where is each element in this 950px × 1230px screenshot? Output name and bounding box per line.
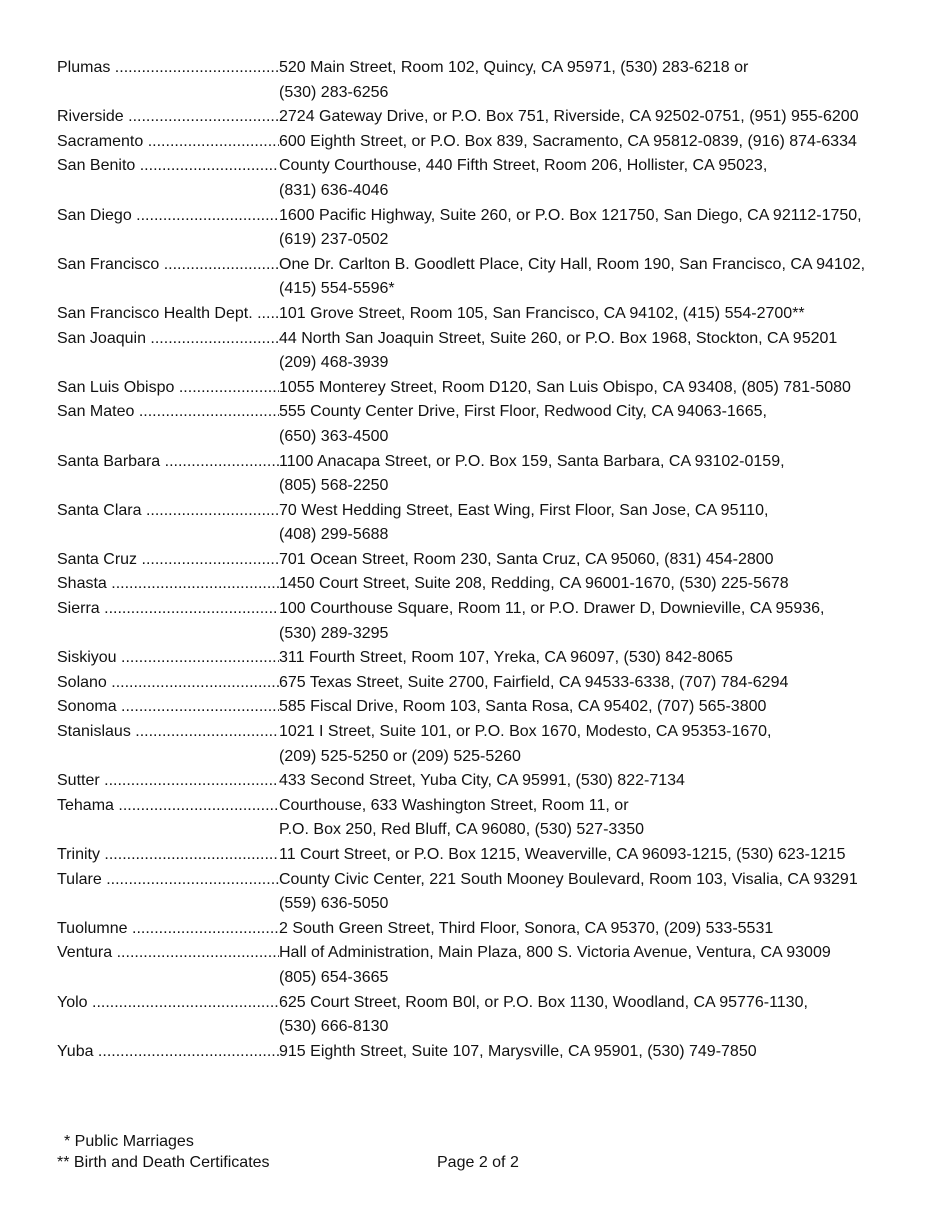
- county-address: [279, 204, 902, 253]
- county-address: [279, 400, 902, 449]
- county-address: [279, 1040, 902, 1065]
- county-label: [57, 917, 279, 942]
- county-label: [57, 671, 279, 696]
- directory-entry: [57, 941, 902, 990]
- county-address: [279, 105, 902, 130]
- address-line: 101 Grove Street, Room 105, San Francisco, CA 94102, (415) 554-2700**: [279, 304, 805, 322]
- directory-entry: [57, 105, 902, 130]
- county-name: Ventura .....: [57, 944, 279, 961]
- county-address: [279, 695, 902, 720]
- county-name: Shasta .....: [57, 575, 279, 592]
- address-line: 2724 Gateway Drive, or P.O. Box 751, Riverside, CA 92502-0751, (951) 955-6200: [279, 108, 859, 126]
- county-name: San Mateo .....: [57, 403, 279, 420]
- county-name: Riverside .....: [57, 108, 279, 125]
- county-label: [57, 302, 279, 327]
- county-name: Solano .....: [57, 674, 279, 691]
- address-line: 675 Texas Street, Suite 2700, Fairfield, CA 94533-6338, (707) 784-6294: [279, 673, 789, 691]
- county-address: [279, 941, 902, 990]
- county-address: [279, 302, 902, 327]
- county-label: [57, 154, 279, 179]
- address-line: Hall of Administration, Main Plaza, 800 S. Victoria Avenue, Ventura, CA 93009: [279, 944, 831, 962]
- county-name: Tuolumne .....: [57, 920, 279, 937]
- address-line: 44 North San Joaquin Street, Suite 260, or P.O. Box 1968, Stockton, CA 95201: [279, 329, 838, 347]
- county-label: [57, 695, 279, 720]
- county-address: [279, 843, 902, 868]
- county-address: [279, 499, 902, 548]
- address-line: Courthouse, 633 Washington Street, Room 11, or: [279, 796, 629, 814]
- address-line: County Courthouse, 440 Fifth Street, Room 206, Hollister, CA 95023,: [279, 157, 768, 175]
- address-line: 2 South Green Street, Third Floor, Sonora, CA 95370, (209) 533-5531: [279, 919, 774, 937]
- county-label: [57, 253, 279, 278]
- county-name: Tulare .....: [57, 871, 279, 888]
- address-line: (650) 363-4500: [279, 427, 389, 445]
- address-line: 701 Ocean Street, Room 230, Santa Cruz, CA 95060, (831) 454-2800: [279, 550, 774, 568]
- county-label: [57, 1040, 279, 1065]
- address-line: (530) 666-8130: [279, 1018, 389, 1036]
- directory-entry: [57, 548, 902, 573]
- county-name: Sacramento .....: [57, 133, 279, 150]
- county-address: [279, 794, 902, 843]
- directory-entry: [57, 991, 902, 1040]
- county-address: [279, 130, 902, 155]
- address-line: 1450 Court Street, Suite 208, Redding, CA 96001-1670, (530) 225-5678: [279, 575, 789, 593]
- county-name: Sutter .....: [57, 772, 279, 789]
- address-line: 100 Courthouse Square, Room 11, or P.O. Drawer D, Downieville, CA 95936,: [279, 600, 825, 618]
- county-name: San Luis Obispo .....: [57, 379, 279, 396]
- county-name: Santa Cruz .....: [57, 551, 279, 568]
- county-name: Siskiyou .....: [57, 649, 279, 666]
- address-line: (408) 299-5688: [279, 526, 389, 544]
- address-line: (209) 525-5250 or (209) 525-5260: [279, 747, 521, 765]
- county-name: Yuba .....: [57, 1043, 279, 1060]
- county-label: [57, 941, 279, 966]
- address-line: (805) 568-2250: [279, 477, 389, 495]
- address-line: 520 Main Street, Room 102, Quincy, CA 95971, (530) 283-6218 or: [279, 59, 749, 76]
- county-address: [279, 720, 902, 769]
- county-name: Stanislaus .....: [57, 723, 279, 740]
- county-address: [279, 917, 902, 942]
- directory-entry: [57, 646, 902, 671]
- directory-entry: [57, 450, 902, 499]
- address-line: (559) 636-5050: [279, 895, 389, 913]
- directory-entry: [57, 917, 902, 942]
- address-line: 311 Fourth Street, Room 107, Yreka, CA 96097, (530) 842-8065: [279, 649, 733, 667]
- address-line: 11 Court Street, or P.O. Box 1215, Weaverville, CA 96093-1215, (530) 623-1215: [279, 846, 846, 863]
- county-name: Yolo .....: [57, 994, 279, 1011]
- address-line: (619) 237-0502: [279, 231, 389, 249]
- address-line: 600 Eighth Street, or P.O. Box 839, Sacramento, CA 95812-0839, (916) 874-6334: [279, 132, 857, 150]
- directory-entry: [57, 499, 902, 548]
- address-line: 70 West Hedding Street, East Wing, First Floor, San Jose, CA 95110,: [279, 501, 769, 519]
- directory-entry: [57, 769, 902, 794]
- address-line: 555 County Center Drive, First Floor, Redwood City, CA 94063-1665,: [279, 403, 767, 421]
- address-line: 1021 I Street, Suite 101, or P.O. Box 1670, Modesto, CA 95353-1670,: [279, 723, 772, 741]
- county-address: [279, 991, 902, 1040]
- footnote-birth-death-certificates: ** Birth and Death Certificates: [57, 1154, 270, 1171]
- county-label: [57, 56, 279, 81]
- county-name: Sonoma .....: [57, 698, 279, 715]
- address-line: (530) 289-3295: [279, 624, 389, 642]
- county-name: San Joaquin .....: [57, 330, 279, 347]
- county-label: [57, 400, 279, 425]
- county-label: [57, 646, 279, 671]
- directory-entry: [57, 204, 902, 253]
- directory-entry: [57, 597, 902, 646]
- county-name: Santa Clara .....: [57, 502, 279, 519]
- county-label: [57, 548, 279, 573]
- directory-entry: [57, 130, 902, 155]
- county-label: [57, 327, 279, 352]
- county-address: [279, 56, 902, 105]
- county-address: [279, 450, 902, 499]
- address-line: 433 Second Street, Yuba City, CA 95991, (530) 822-7134: [279, 772, 685, 790]
- county-address: [279, 572, 902, 597]
- address-line: 915 Eighth Street, Suite 107, Marysville, CA 95901, (530) 749-7850: [279, 1042, 757, 1060]
- county-label: [57, 450, 279, 475]
- county-label: [57, 843, 279, 868]
- county-address: [279, 868, 902, 917]
- county-name: San Francisco .....: [57, 256, 279, 273]
- address-line: 1055 Monterey Street, Room D120, San Luis Obispo, CA 93408, (805) 781-5080: [279, 378, 851, 396]
- county-label: [57, 794, 279, 819]
- address-line: 585 Fiscal Drive, Room 103, Santa Rosa, CA 95402, (707) 565-3800: [279, 698, 767, 716]
- county-label: [57, 130, 279, 155]
- address-line: County Civic Center, 221 South Mooney Boulevard, Room 103, Visalia, CA 93291: [279, 870, 858, 888]
- page-number: Page 2 of 2: [437, 1154, 519, 1171]
- county-address: [279, 646, 902, 671]
- county-address: [279, 327, 902, 376]
- county-address: [279, 671, 902, 696]
- county-name: Trinity .....: [57, 846, 279, 863]
- address-line: One Dr. Carlton B. Goodlett Place, City Hall, Room 190, San Francisco, CA 94102,: [279, 255, 866, 273]
- directory-entry: [57, 671, 902, 696]
- county-address: [279, 548, 902, 573]
- directory-entry: [57, 572, 902, 597]
- county-name: Tehama .....: [57, 797, 279, 814]
- directory-entry: [57, 56, 902, 105]
- directory-entry: [57, 720, 902, 769]
- county-address: [279, 376, 902, 401]
- county-label: [57, 868, 279, 893]
- county-label: [57, 991, 279, 1016]
- address-line: 1100 Anacapa Street, or P.O. Box 159, Santa Barbara, CA 93102-0159,: [279, 452, 785, 470]
- county-address: [279, 154, 902, 203]
- address-line: 1600 Pacific Highway, Suite 260, or P.O. Box 121750, San Diego, CA 92112-1750,: [279, 206, 862, 224]
- directory-entry: [57, 695, 902, 720]
- address-line: (831) 636-4046: [279, 181, 389, 199]
- county-directory: [57, 56, 902, 1064]
- county-label: [57, 105, 279, 130]
- address-line: (805) 654-3665: [279, 968, 389, 986]
- county-label: [57, 769, 279, 794]
- county-name: San Francisco Health Dept. .....: [57, 305, 279, 322]
- address-line: P.O. Box 250, Red Bluff, CA 96080, (530) 527-3350: [279, 821, 644, 839]
- directory-entry: [57, 794, 902, 843]
- footnote-public-marriages: * Public Marriages: [64, 1133, 194, 1150]
- county-address: [279, 597, 902, 646]
- county-label: [57, 572, 279, 597]
- address-line: 625 Court Street, Room B0l, or P.O. Box 1130, Woodland, CA 95776-1130,: [279, 993, 808, 1011]
- directory-entry: [57, 253, 902, 302]
- county-name: Santa Barbara .....: [57, 453, 279, 470]
- address-line: (530) 283-6256: [279, 83, 389, 101]
- directory-entry: [57, 302, 902, 327]
- directory-entry: [57, 1040, 902, 1065]
- directory-entry: [57, 868, 902, 917]
- county-label: [57, 499, 279, 524]
- directory-entry: [57, 843, 902, 868]
- county-name: Plumas .....: [57, 59, 279, 76]
- directory-entry: [57, 376, 902, 401]
- directory-entry: [57, 154, 902, 203]
- address-line: (209) 468-3939: [279, 354, 389, 372]
- county-label: [57, 204, 279, 229]
- county-label: [57, 597, 279, 622]
- county-name: Sierra .....: [57, 600, 279, 617]
- page-footer: [57, 1131, 902, 1173]
- county-address: [279, 253, 902, 302]
- county-address: [279, 769, 902, 794]
- county-label: [57, 720, 279, 745]
- county-name: San Benito .....: [57, 157, 279, 174]
- address-line: (415) 554-5596*: [279, 280, 395, 298]
- directory-entry: [57, 400, 902, 449]
- county-label: [57, 376, 279, 401]
- directory-entry: [57, 327, 902, 376]
- county-name: San Diego .....: [57, 207, 279, 224]
